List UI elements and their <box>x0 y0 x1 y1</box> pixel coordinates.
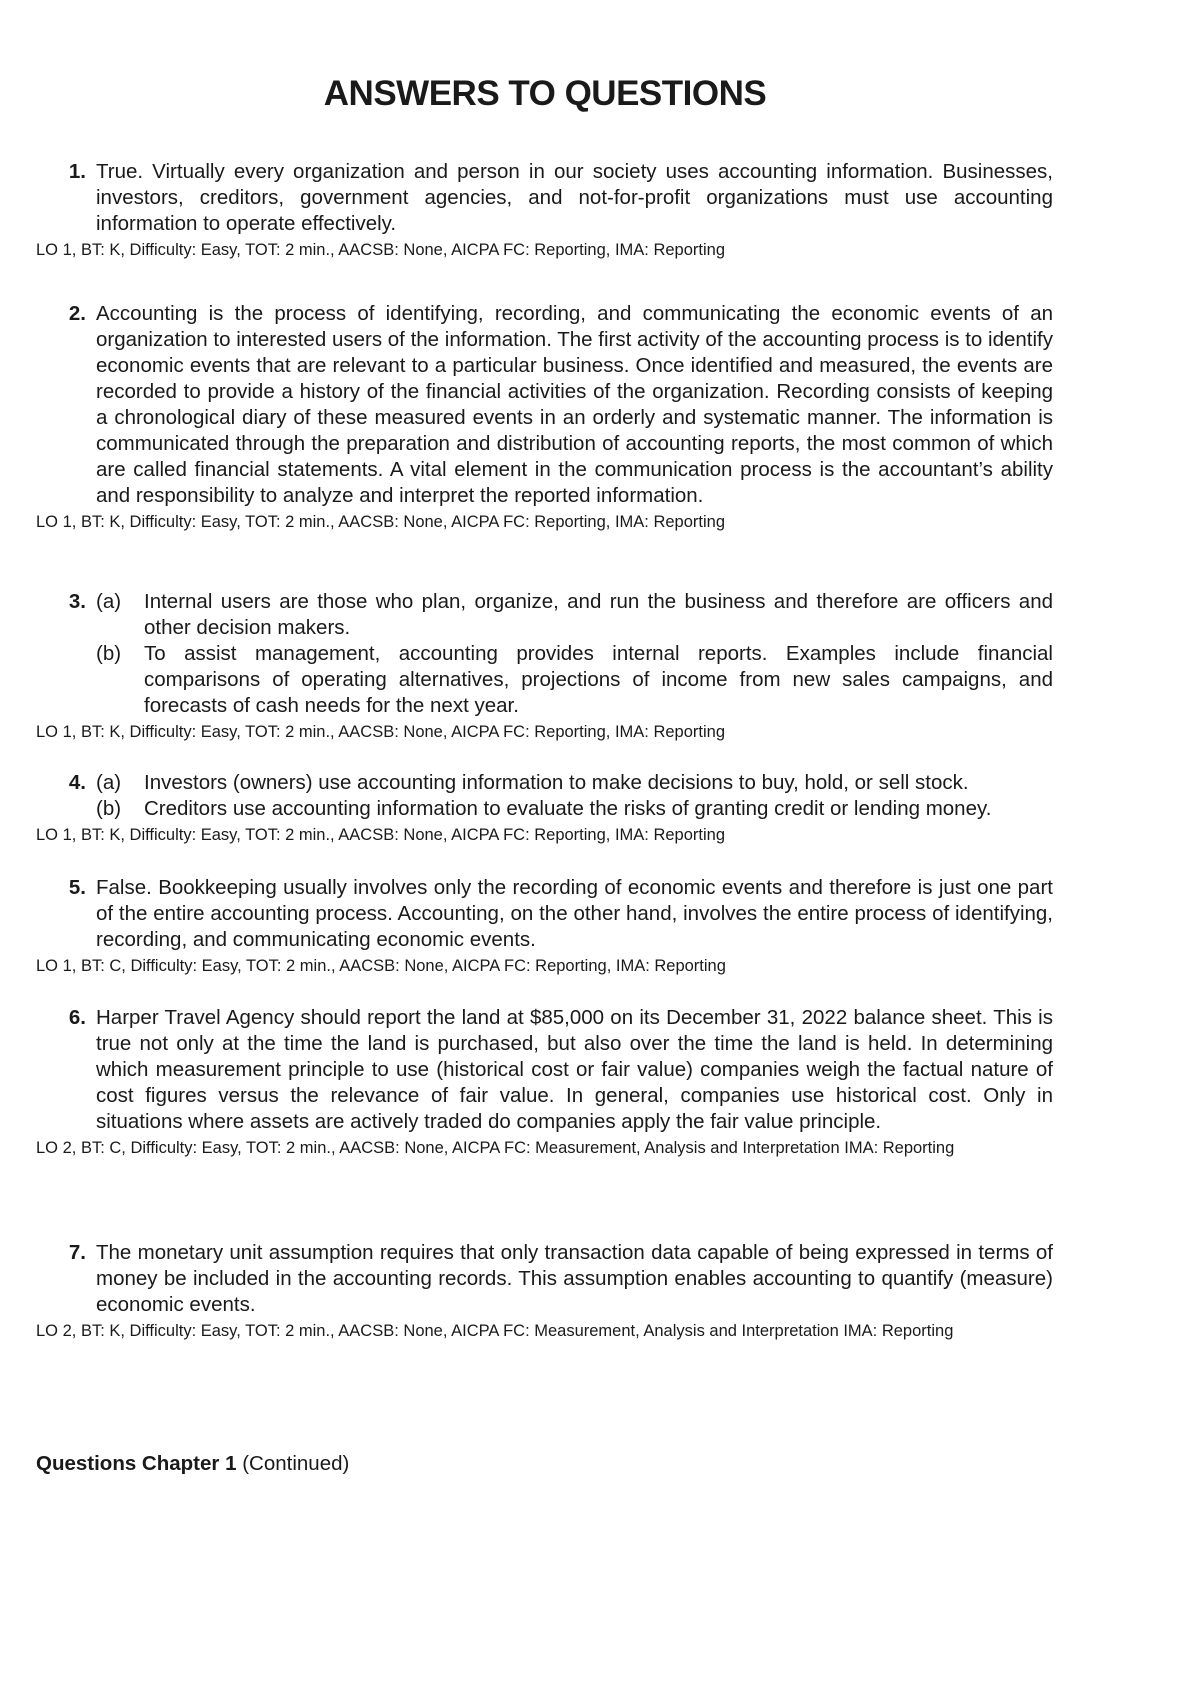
metadata-line: LO 2, BT: C, Difficulty: Easy, TOT: 2 min., AACSB: None, AICPA FC: Measurement, Analysis and Interpretation IMA: Reporting <box>36 1139 955 1157</box>
answer-text: The monetary unit assumption requires that only transaction data capable of being expressed in terms of money be included in the accounting records. This assumption enables accounting to quantify (measure) economic events. <box>96 1241 1053 1316</box>
question-number: 4. <box>68 771 86 794</box>
metadata-line: LO 1, BT: K, Difficulty: Easy, TOT: 2 min., AACSB: None, AICPA FC: Reporting, IMA: Reporting <box>36 513 725 531</box>
answer-block <box>36 589 1053 719</box>
question-number: 6. <box>68 1006 86 1029</box>
answer-part-a <box>96 589 1053 641</box>
question-5 <box>36 875 1053 979</box>
answer-block <box>36 159 1053 237</box>
answer-text: False. Bookkeeping usually involves only the recording of economic events and therefore is just one part of the entire accounting process. Accounting, on the other hand, involves the entire process of identifying, recording, and communicating economic events. <box>96 876 1053 951</box>
question-3 <box>36 589 1053 745</box>
answer-part-b <box>96 641 1053 719</box>
answer-part-b <box>96 796 1053 822</box>
metadata-line: LO 1, BT: K, Difficulty: Easy, TOT: 2 min., AACSB: None, AICPA FC: Reporting, IMA: Reporting <box>36 826 725 844</box>
part-label: (b) <box>96 797 122 820</box>
continued-footer <box>36 1452 349 1476</box>
answer-text: Accounting is the process of identifying, recording, and communicating the economic events of an organization to interested users of the information. The first activity of the accounting process is to identify economic events that are relevant to a particular business. Once identified and measured, the events are recorded to provide a history of the financial activities of the organization. Recording consists of keeping a chronological diary of these measured events in an orderly and systematic manner. The information is communicated through the preparation and distribution of accounting reports, the most common of which are called financial statements. A vital element in the communication process is the accountant’s ability and responsibility to analyze and interpret the reported information. <box>96 302 1053 507</box>
metadata-line: LO 1, BT: K, Difficulty: Easy, TOT: 2 min., AACSB: None, AICPA FC: Reporting, IMA: Reporting <box>36 241 725 259</box>
answer-block <box>36 1240 1053 1318</box>
part-label: (b) <box>96 642 122 665</box>
question-4 <box>36 770 1053 848</box>
answer-text: Harper Travel Agency should report the land at $85,000 on its December 31, 2022 balance sheet. This is true not only at the time the land is purchased, but also over the time the land is held. In determining which measurement principle to use (historical cost or fair value) companies weigh the factual nature of cost figures versus the relevance of fair value. In general, companies use historical cost. Only in situations where assets are actively traded do companies apply the fair value principle. <box>96 1006 1053 1133</box>
question-number: 1. <box>68 160 86 183</box>
footer-bold-text: Questions Chapter 1 <box>36 1452 237 1475</box>
part-text: Investors (owners) use accounting information to make decisions to buy, hold, or sell stock. <box>144 771 969 794</box>
answer-part-a <box>96 770 1053 796</box>
question-2 <box>36 301 1053 535</box>
question-number: 2. <box>68 302 86 325</box>
metadata-line: LO 1, BT: C, Difficulty: Easy, TOT: 2 min., AACSB: None, AICPA FC: Reporting, IMA: Reporting <box>36 957 726 975</box>
answer-block <box>36 301 1053 509</box>
metadata-line: LO 2, BT: K, Difficulty: Easy, TOT: 2 min., AACSB: None, AICPA FC: Measurement, Analysis and Interpretation IMA: Reporting <box>36 1322 954 1340</box>
question-number: 5. <box>68 876 86 899</box>
question-number: 7. <box>68 1241 86 1264</box>
part-text: Creditors use accounting information to evaluate the risks of granting credit or lending money. <box>144 797 992 820</box>
answer-block <box>36 1005 1053 1135</box>
answer-text: True. Virtually every organization and person in our society uses accounting information. Businesses, investors, creditors, government agencies, and not-for-profit organizations must use accounting information to operate effectively. <box>96 160 1053 235</box>
part-text: Internal users are those who plan, organize, and run the business and therefore are officers and other decision makers. <box>144 590 1053 639</box>
page-title: ANSWERS TO QUESTIONS <box>323 74 767 113</box>
part-text: To assist management, accounting provides internal reports. Examples include financial comparisons of operating alternatives, projections of income from new sales campaigns, and forecasts of cash needs for the next year. <box>144 642 1053 717</box>
question-6 <box>36 1005 1053 1161</box>
question-1 <box>36 159 1053 263</box>
question-7 <box>36 1240 1053 1344</box>
part-label: (a) <box>96 590 122 613</box>
answer-block <box>36 770 1053 822</box>
question-number: 3. <box>68 590 86 613</box>
part-label: (a) <box>96 771 122 794</box>
answer-block <box>36 875 1053 953</box>
metadata-line: LO 1, BT: K, Difficulty: Easy, TOT: 2 min., AACSB: None, AICPA FC: Reporting, IMA: Reporting <box>36 723 725 741</box>
footer-normal-text: (Continued) <box>242 1452 350 1475</box>
